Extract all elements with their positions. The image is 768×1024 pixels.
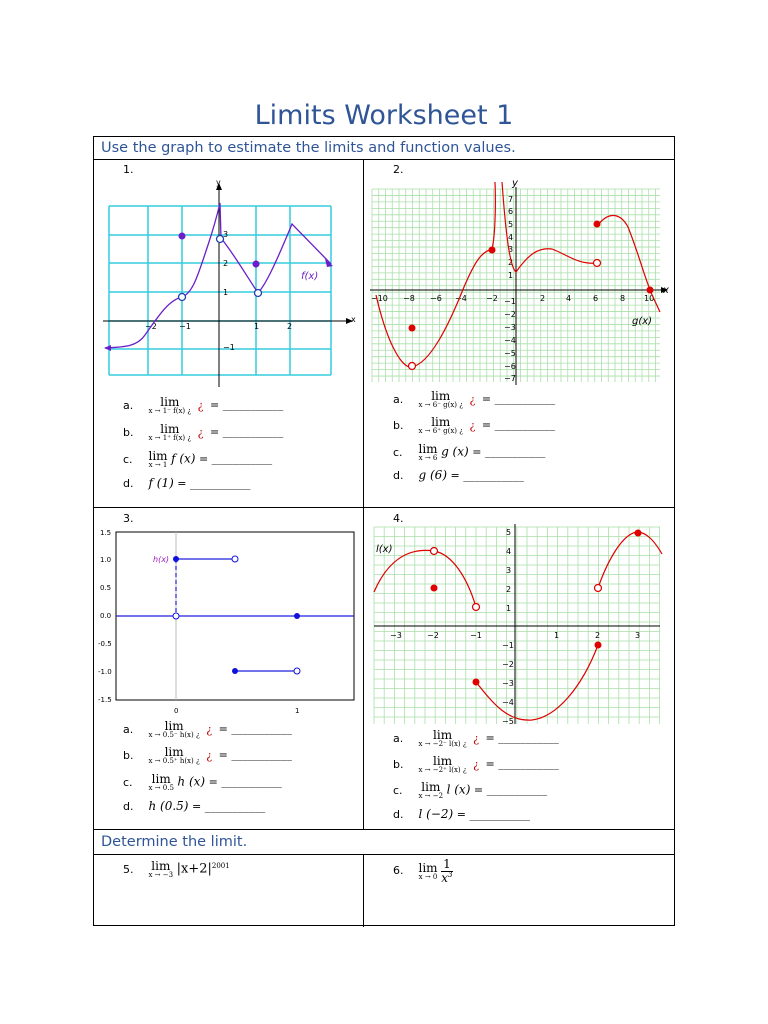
open-point <box>473 604 480 611</box>
tick-label: 1 <box>254 322 260 331</box>
tick-label: 2 <box>223 259 229 268</box>
tick-label: 0 <box>174 707 179 715</box>
f-curve <box>105 203 331 348</box>
tick-label: −2 <box>486 294 498 303</box>
question-1a <box>123 396 283 415</box>
closed-point <box>473 679 480 686</box>
question-letter: c. <box>123 452 133 466</box>
answer-blank[interactable]: ___________ <box>486 783 548 797</box>
closed-point <box>409 325 416 332</box>
equals-sign: = <box>485 731 495 745</box>
answer-blank[interactable]: ___________ <box>498 731 559 745</box>
tick-label: 2 <box>508 258 514 267</box>
tick-label: 3 <box>223 230 229 239</box>
answer-blank[interactable]: ___________ <box>484 445 546 459</box>
lim-operator: lim <box>151 859 171 873</box>
tick-label: 3 <box>508 245 514 254</box>
table-divider <box>94 829 674 830</box>
tick-label: 1 <box>295 707 300 715</box>
question-2d <box>393 468 524 482</box>
g-curve <box>376 182 495 367</box>
tick-label: −6 <box>430 294 442 303</box>
question-letter: d. <box>393 808 404 821</box>
limit-expression: |x+2| <box>176 861 212 877</box>
answer-blank[interactable]: ___________ <box>498 757 559 771</box>
tick-label: −10 <box>371 294 388 303</box>
answer-blank[interactable]: ___________ <box>231 722 292 736</box>
closed-point <box>294 613 300 619</box>
question-letter: d. <box>123 477 134 490</box>
equals-sign: = <box>210 425 220 439</box>
closed-point <box>173 556 179 562</box>
tick-label: 10 <box>644 294 655 303</box>
question-2c <box>393 443 545 462</box>
tick-label: -1.0 <box>98 668 112 676</box>
equals-sign: = <box>473 783 484 797</box>
limit-expression: f (x) <box>171 451 196 466</box>
tick-label: −3 <box>502 679 514 688</box>
answer-blank[interactable]: ___________ <box>222 398 284 412</box>
equals-sign: = <box>210 398 220 412</box>
function-value-expression: g (6) <box>418 468 447 482</box>
question-letter: c. <box>393 445 403 459</box>
l-curve <box>598 532 662 588</box>
question-letter: a. <box>393 392 404 406</box>
missing-glyph: ¿ <box>197 425 204 439</box>
open-point <box>294 668 300 674</box>
open-point <box>173 613 179 619</box>
equals-sign: = <box>456 808 466 821</box>
answer-blank[interactable]: ___________ <box>494 392 556 406</box>
tick-label: −8 <box>403 294 415 303</box>
lim-subscript: x → 1 <box>148 461 168 469</box>
question-letter: b. <box>123 748 134 762</box>
equals-sign: = <box>177 477 187 490</box>
tick-label: −3 <box>504 323 516 332</box>
question-2a <box>393 390 555 409</box>
tick-label: 2 <box>540 294 546 303</box>
open-point <box>595 585 602 592</box>
open-point <box>255 290 262 297</box>
problem-number: 4. <box>393 512 404 525</box>
tick-label: 1.0 <box>100 556 112 564</box>
tick-label: −4 <box>455 294 467 303</box>
answer-blank[interactable]: ___________ <box>221 775 282 789</box>
tick-label: 1 <box>506 604 512 613</box>
closed-point <box>594 221 601 228</box>
lim-operator: lim <box>431 389 451 403</box>
lim-operator: lim <box>421 780 441 794</box>
tick-label: 2 <box>595 631 601 640</box>
tick-label: −6 <box>504 362 516 371</box>
function-label: h(x) <box>153 555 170 564</box>
lim-operator: lim <box>164 745 184 759</box>
problem-number: 6. <box>393 864 404 878</box>
question-2b <box>393 416 555 435</box>
limit-expression: g (x) <box>441 444 469 459</box>
open-point <box>431 548 438 555</box>
equals-sign: = <box>481 418 492 432</box>
question-letter: b. <box>393 757 404 771</box>
tick-label: 1 <box>508 271 514 280</box>
lim-operator: lim <box>418 442 438 456</box>
open-point <box>179 294 186 301</box>
lim-operator: lim <box>433 728 453 742</box>
equals-sign: = <box>481 392 492 406</box>
question-letter: c. <box>393 783 403 797</box>
closed-point <box>647 287 654 294</box>
function-value-expression: f (1) <box>148 476 174 490</box>
question-3c <box>123 773 282 792</box>
question-4c <box>393 781 547 800</box>
answer-blank[interactable]: ___________ <box>494 418 556 432</box>
equals-sign: = <box>218 748 228 762</box>
question-letter: b. <box>393 418 404 432</box>
answer-blank[interactable]: ___________ <box>211 452 273 466</box>
function-label: l(x) <box>376 544 393 555</box>
tick-label: -1.5 <box>98 696 112 704</box>
lim-operator: lim <box>164 719 184 733</box>
tick-label: −5 <box>502 717 514 726</box>
table-divider <box>363 159 364 509</box>
function-value-expression: l (−2) <box>418 807 454 821</box>
lim-operator: lim <box>418 860 438 875</box>
fraction-numerator: 1 <box>443 857 451 871</box>
table-divider <box>94 159 674 160</box>
lim-subscript: x → 0.5⁻ h(x) ¿ <box>148 731 200 739</box>
missing-glyph: ¿ <box>469 418 476 432</box>
exponent: 3 <box>448 870 453 879</box>
y-tick-labels <box>98 529 299 715</box>
lim-subscript: x → 0.5⁺ h(x) ¿ <box>148 757 200 765</box>
question-4d <box>393 807 530 821</box>
equals-sign: = <box>485 757 495 771</box>
question-letter: a. <box>393 731 404 745</box>
answer-blank[interactable]: ___________ <box>469 808 530 821</box>
question-4b <box>393 755 559 774</box>
answer-blank[interactable]: ___________ <box>231 748 292 762</box>
problem-number: 3. <box>123 512 134 525</box>
equals-sign: = <box>192 800 202 813</box>
lim-subscript: x → 0.5 <box>148 784 174 792</box>
lim-subscript: x → 6⁺ g(x) ¿ <box>418 427 464 435</box>
graph-l <box>372 522 662 727</box>
lim-subscript: x → 0 <box>418 872 438 881</box>
closed-point <box>179 233 186 240</box>
tick-label: 0.5 <box>100 584 112 592</box>
equals-sign: = <box>450 469 460 482</box>
missing-glyph: ¿ <box>206 748 213 762</box>
axis-y-label: y <box>216 178 221 187</box>
tick-label: 5 <box>506 528 512 537</box>
tick-label: −7 <box>504 374 516 383</box>
problem-5 <box>123 860 230 879</box>
lim-operator: lim <box>433 754 453 768</box>
equals-sign: = <box>472 445 482 459</box>
lim-operator: lim <box>431 415 451 429</box>
tick-label: −2 <box>145 322 157 331</box>
tick-label: −1 <box>179 322 191 331</box>
tick-label: -0.5 <box>98 640 112 648</box>
tick-label: 6 <box>593 294 599 303</box>
lim-operator: lim <box>148 449 168 463</box>
tick-label: 6 <box>508 207 514 216</box>
tick-label: 4 <box>508 233 514 242</box>
problem-number: 5. <box>123 862 134 876</box>
table-divider <box>363 854 364 927</box>
page-title: Limits Worksheet 1 <box>254 100 514 131</box>
section-header-graphs: Use the graph to estimate the limits and function values. <box>101 140 516 156</box>
question-1b <box>123 423 283 442</box>
tick-label: −1 <box>223 343 235 352</box>
function-value-expression: h (0.5) <box>148 799 189 813</box>
missing-glyph: ¿ <box>469 392 476 406</box>
tick-label: 1.5 <box>100 529 112 537</box>
missing-glyph: ¿ <box>473 757 480 771</box>
open-point <box>217 236 224 243</box>
tick-label: 2 <box>287 322 293 331</box>
tick-label: 5 <box>508 220 514 229</box>
tick-label: 1 <box>223 288 229 297</box>
function-label: g(x) <box>632 316 653 327</box>
lim-subscript: x → 1⁺ f(x) ¿ <box>148 434 192 442</box>
missing-glyph: ¿ <box>206 722 213 736</box>
graph-h <box>98 525 360 720</box>
question-3d <box>123 799 265 813</box>
lim-subscript: x → −2 <box>418 792 444 800</box>
graph-f <box>103 175 358 390</box>
question-letter: a. <box>123 722 134 736</box>
question-letter: c. <box>123 775 133 789</box>
lim-subscript: x → −2⁻ l(x) ¿ <box>418 740 467 748</box>
axis-x-label: x <box>351 315 356 324</box>
lim-subscript: x → −2⁺ l(x) ¿ <box>418 766 467 774</box>
tick-label: −4 <box>504 336 516 345</box>
answer-blank[interactable]: ___________ <box>189 477 251 490</box>
table-divider <box>363 507 364 829</box>
question-letter: b. <box>123 425 134 439</box>
closed-point <box>595 642 602 649</box>
open-point <box>409 363 416 370</box>
y-tick-labels <box>502 528 514 726</box>
closed-point <box>431 585 438 592</box>
equals-sign: = <box>208 775 218 789</box>
tick-label: −4 <box>502 698 514 707</box>
tick-label: −2 <box>502 660 514 669</box>
question-3b <box>123 746 292 765</box>
answer-blank[interactable]: ___________ <box>463 469 524 482</box>
tick-label: 1 <box>554 631 560 640</box>
tick-label: −1 <box>470 631 482 640</box>
tick-label: 7 <box>508 195 514 204</box>
open-point <box>232 556 238 562</box>
equals-sign: = <box>198 452 209 466</box>
lim-subscript: x → 6 <box>418 454 438 462</box>
limit-expression: h (x) <box>177 774 206 789</box>
tick-label: 8 <box>620 294 626 303</box>
graph-g <box>368 177 674 387</box>
problem-number: 2. <box>393 163 404 176</box>
closed-point <box>253 261 260 268</box>
question-1d <box>123 476 250 490</box>
axis-y-label: y <box>512 178 518 189</box>
axis-x-label: x <box>663 285 669 296</box>
question-letter: a. <box>123 398 134 412</box>
limit-expression: l (x) <box>446 782 471 797</box>
question-1c <box>123 450 272 469</box>
closed-point <box>232 668 238 674</box>
tick-label: 4 <box>506 547 512 556</box>
tick-label: −3 <box>390 631 402 640</box>
exponent: 2001 <box>211 861 230 870</box>
question-4a <box>393 729 559 748</box>
lim-subscript: x → 6⁻ g(x) ¿ <box>418 401 464 409</box>
table-divider <box>94 854 674 855</box>
question-3a <box>123 720 292 739</box>
tick-label: 3 <box>635 631 641 640</box>
missing-glyph: ¿ <box>197 398 204 412</box>
tick-label: −2 <box>427 631 439 640</box>
tick-label: −2 <box>504 310 516 319</box>
table-divider <box>94 507 674 508</box>
problem-number: 1. <box>123 163 134 176</box>
section-header-limits: Determine the limit. <box>101 834 248 850</box>
equals-sign: = <box>218 722 228 736</box>
fraction-denominator: x <box>441 870 449 885</box>
open-point <box>594 260 601 267</box>
answer-blank[interactable]: ___________ <box>204 800 266 813</box>
tick-label: 4 <box>566 294 572 303</box>
tick-label: −1 <box>502 641 514 650</box>
question-letter: d. <box>393 469 404 482</box>
answer-blank[interactable]: ___________ <box>222 425 284 439</box>
tick-label: 0.0 <box>100 612 112 620</box>
function-label: f(x) <box>301 271 319 282</box>
lim-operator: lim <box>160 422 180 436</box>
lim-operator: lim <box>151 772 171 786</box>
closed-point <box>635 530 642 537</box>
tick-label: −1 <box>504 297 516 306</box>
question-letter: d. <box>123 800 134 813</box>
lim-subscript: x → 1⁻ f(x) ¿ <box>148 407 192 415</box>
lim-operator: lim <box>160 395 180 409</box>
problem-6 <box>393 858 453 884</box>
tick-label: 2 <box>506 585 512 594</box>
tick-label: 3 <box>506 566 512 575</box>
tick-label: −5 <box>504 349 516 358</box>
lim-subscript: x → −3 <box>148 871 174 879</box>
missing-glyph: ¿ <box>473 731 480 745</box>
closed-point <box>489 247 496 254</box>
